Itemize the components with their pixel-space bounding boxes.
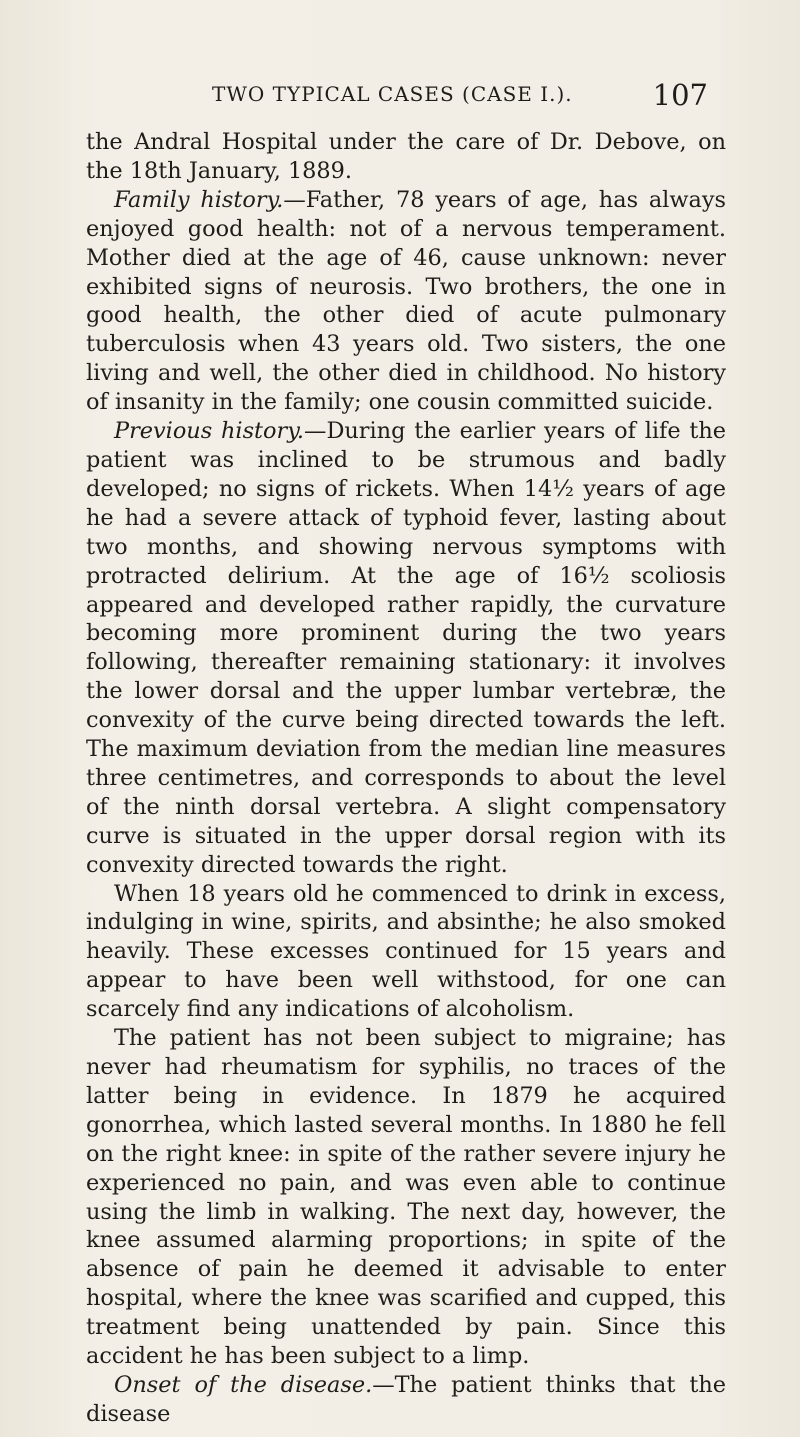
paragraph-admission: [86, 128, 726, 186]
paragraph-previous-history: [86, 417, 726, 880]
body-text: [86, 128, 726, 1429]
section-heading-previous-history: Previous history.: [114, 418, 305, 445]
paragraph-text: When 18 years old he commenced to drink in excess, indulging in wine, spirits, and absinthe; he also smoked heavily. These excesses continued for 15 years and appear to have been well withstood, for one can scarcely find any indications of alcoholism.: [86, 880, 726, 1023]
paragraph-text: The patient has not been subject to migraine; has never had rheumatism for syphilis, no traces of the latter being in evidence. In 1879 he acquired gonorrhea, which lasted several months. In 1880 he fell on the right knee: in spite of the rather severe injury he experienced no pain, and was even able to continue using the limb in walking. The next day, however, the knee assumed alarming proportions; in spite of the absence of pain he deemed it advisable to enter hospital, where the knee was scarified and cupped, this treatment being unattended by pain. Since this accident he has been subject to a limp.: [86, 1025, 726, 1370]
page-number: 107: [652, 78, 708, 112]
page-header: [0, 80, 800, 116]
section-heading-family-history: Family history.: [114, 186, 284, 213]
paragraph-injury: [86, 1024, 726, 1371]
paragraph-alcohol: [86, 880, 726, 1025]
paragraph-text: the Andral Hospital under the care of Dr. Debove, on the 18th January, 1889.: [86, 129, 726, 184]
section-heading-onset: Onset of the disease.: [114, 1371, 373, 1398]
paragraph-text: —Father, 78 years of age, has always enjoyed good health: not of a nervous temperament. Mother died at the age of 46, cause unknown: never exhibited signs of neurosis. Two brothers, the one in good health, the other died of acute pulmonary tuberculosis when 43 years old. Two sisters, the one living and well, the other died in childhood. No history of insanity in the family; one cousin committed suicide.: [86, 186, 726, 416]
paragraph-text: —The patient thinks that the disease: [86, 1371, 727, 1427]
paragraph-onset: [86, 1371, 726, 1429]
running-title: TWO TYPICAL CASES (CASE I.).: [212, 82, 573, 106]
paragraph-text: —During the earlier years of life the patient was inclined to be strumous and badly developed; no signs of rickets. When 14½ years of age he had a severe attack of typhoid fever, lasting about two months, and showing nervous symptoms with protracted delirium. At the age of 16½ scoliosis appeared and developed rather rapidly, the curvature becoming more prominent during the two years following, thereafter remaining stationary: it involves the lower dorsal and the upper lumbar vertebræ, the convexity of the curve being directed towards the left. The maximum deviation from the median line measures three centimetres, and corresponds to about the level of the ninth dorsal vertebra. A slight compensatory curve is situated in the upper dorsal region with its convexity directed towards the right.: [86, 418, 727, 878]
paragraph-family-history: [86, 186, 726, 417]
